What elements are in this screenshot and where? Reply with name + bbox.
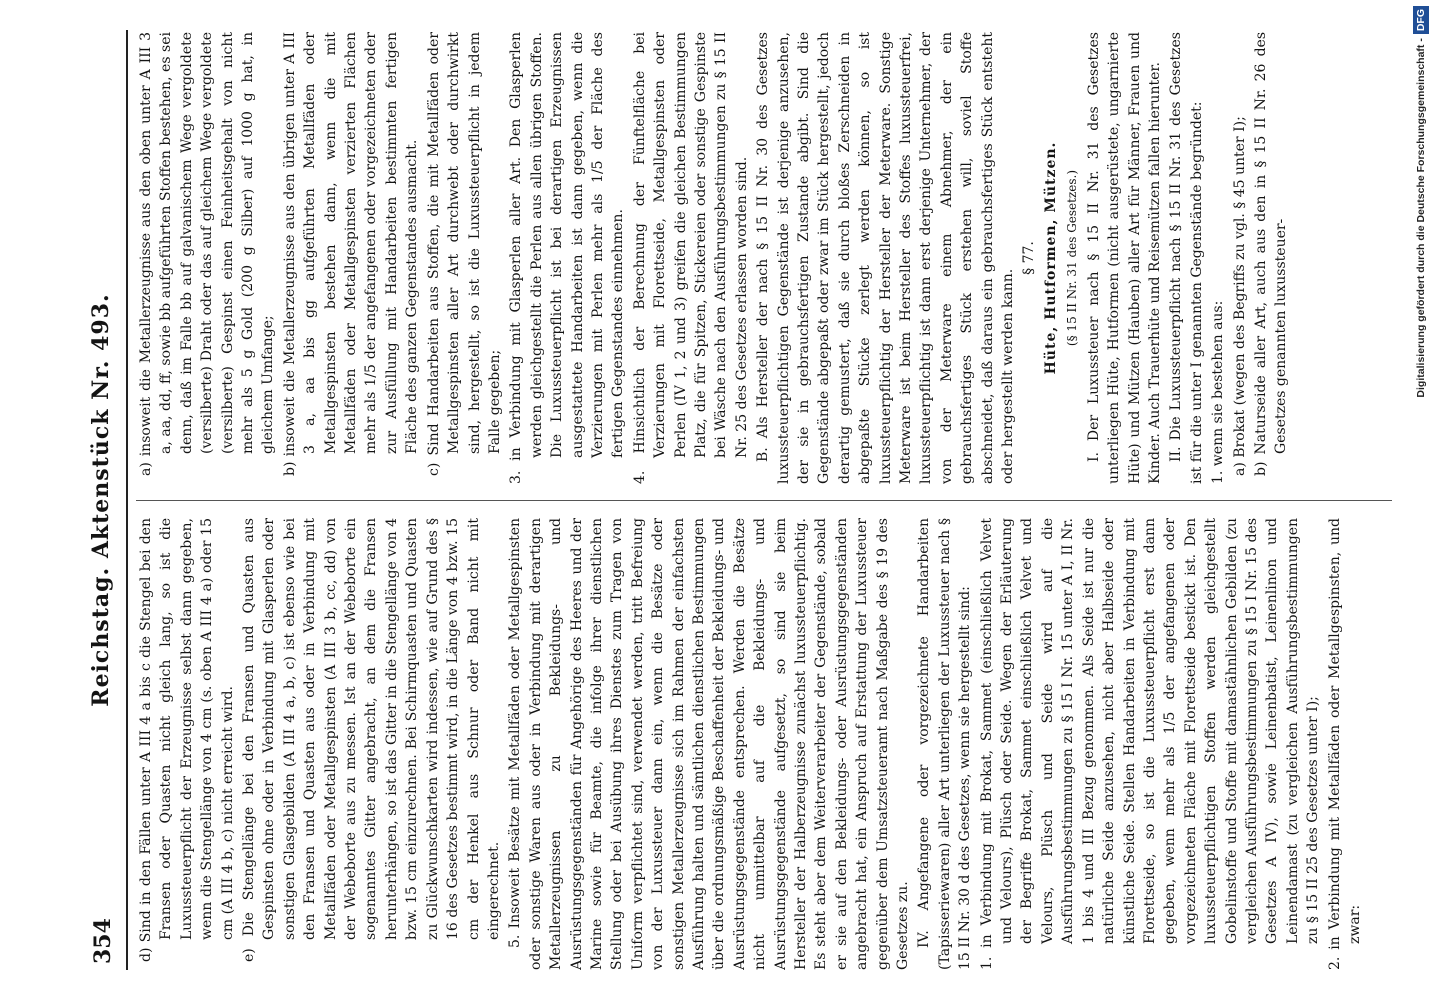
paragraph-iv: IV. Angefangene oder vorgezeichnete Handarbeiten (Tapisseriewaren) aller Art unterliegen der Luxussteuer nach § 15 II Nr. 30 d des Gesetzes, wenn sie hergestellt sind: xyxy=(916,518,974,970)
section-title: Hüte, Hutformen, Mützen. xyxy=(1042,141,1059,375)
paragraph-e: e) Die Stengellänge bei den Fransen und Quasten aus Gespinsten ohne oder in Verbindung mit Glasperlen oder sonstigen Glasgebilden (A III 4 a, b, c) ist ebenso wie bei den Fransen und Quasten aus oder in Verbindung mit Metallfäden oder Metallgespinsten (A III 3 b, cc, dd) von der Webeborte aus zu messen. Ist an der Webeborte ein sogenanntes Gitter angebracht, an dem die Fransen herunterhängen, so ist das Gitter in die Stengellänge von 4 bzw. 15 cm einzurechnen. Bei Schirmquasten und Quasten zu Glückwunschkarten wird indessen, wie auf Grund des § 16 des Gesetzes bestimmt wird, in die Länge von 4 bzw. 15 cm der Henkel aus Schnur oder Band nicht mit eingerechnet. xyxy=(241,518,502,962)
digitization-credit xyxy=(1413,6,1429,706)
paragraph-b: b) insoweit die Metallerzeugnisse aus den übrigen unter A III 3 a, aa bis gg aufgeführten Metallfäden oder Metallgespinsten bestehen dann, wenn die mit Metallfäden oder Metallgespinsten verzierten Flächen mehr als 1/5 der angefangenen oder vorgezeichneten oder zur Ausfüllung mit Handarbeiten bestimmten fertigen Fläche des ganzen Gegenstandes ausmacht. xyxy=(281,32,421,476)
credit-text: Digitalisierung gefördert durch die Deutsche Forschungsgemeinschaft - xyxy=(1415,38,1427,398)
list-item-3: 3. in Verbindung mit Glasperlen aller Art. Den Glasperlen werden gleichgestellt die Perlen aus allen übrigen Stoffen. Die Luxussteuerpflicht ist bei derartigen Erzeugnissen ausgestattete Handarbeiten ist dann gegeben, wenn die Verzierungen mit Perlen mehr als 1/5 der Fläche des fertigen Gegenstandes einnehmen. xyxy=(508,32,627,484)
paragraph-d: d) Sind in den Fällen unter A III 4 a bis c die Stengel bei den Fransen oder Quasten nicht gleich lang, so ist die Luxussteuerpflicht der Erzeugnisse selbst dann gegeben, wenn die Stengellänge von 4 cm (s. oben A III 4 a) oder 15 cm (A III 4 b, c) nicht erreicht wird. xyxy=(138,518,236,962)
list-item-ii-1: 1. wenn sie bestehen aus: xyxy=(1210,300,1227,484)
text-columns xyxy=(136,30,1392,970)
paragraph-i: I. Der Luxussteuer nach § 15 II Nr. 31 des Gesetzes unterliegen Hüte, Hutformen (nicht ausgerüstete, ungarnierte Hüte) und Mützen (Hauben) aller Art für Männer, Frauen und Kinder. Auch Trauerhüte und Reisemützen fallen hierunter. xyxy=(1085,32,1163,484)
dfg-logo: DFG xyxy=(1413,6,1429,34)
list-item-1: 1. in Verbindung mit Brokat, Sammet (einschließlich Velvet und Velours), Plüsch oder Seide. Wegen der Erläuterung der Begriffe Brokat, Sammet einschließlich Velvet und Velours, Plüsch und Seide wird auf die Ausführungsbestimmungen zu § 15 I Nr. 15 unter A I, II Nr. 1 bis 4 und III Bezug genommen. Als Seide ist nur die natürliche Seide anzusehen, nicht aber Halbseide oder künstliche Seide. Stellen Handarbeiten in Verbindung mit Florettseide, so ist die Luxussteuerpflicht erst dann gegeben, wenn mehr als 1/5 der angefangenen oder vorgezeichneten Fläche mit Florettseide bestickt ist. Den luxussteuerpflichtigen Stoffen werden gleichgestellt Gobelinstoffe und Stoffe mit damastähnlichen Gebilden (zu vergleichen Ausführungsbestimmungen zu § 15 I Nr. 15 des Gesetzes A IV), sowie Leinenbatist, Leinenlinon und Leinendamast (zu vergleichen Ausführungsbestimmungen zu § 15 II 25 des Gesetzes unter I); xyxy=(978,518,1322,970)
running-title: Reichstag. Aktenstück Nr. 493. xyxy=(88,293,114,707)
paragraph-5: 5. Insoweit Besätze mit Metallfäden oder Metallgespinsten oder sonstige Waren aus oder in Verbindung mit derartigen Metallerzeugnissen zu Bekleidungs- und Ausrüstungsgegenständen für Angehörige des Heeres und der Marine sowie für Beamte, die infolge ihrer dienstlichen Stellung oder bei Ausübung ihres Dienstes zum Tragen von Uniform verpflichtet sind, verwendet werden, tritt Befreiung von der Luxussteuer dann ein, wenn die Besätze oder sonstigen Metallerzeugnisse sich im Rahmen der einfachsten Ausführung halten und sämtlichen dienstlichen Bestimmungen über die ordnungsmäßige Beschaffenheit der Bekleidungs- und Ausrüstungsgegenstände entsprechen. Werden die Besätze nicht unmittelbar auf die Bekleidungs- und Ausrüstungsgegenstände aufgesetzt, so sind sie beim Hersteller der Halberzeugnisse zunächst luxussteuerpflichtig. Es steht aber dem Weiterverarbeiter der Gegenstände, sobald er sie auf den Bekleidungs- oder Ausrüstungsgegenständen angebracht hat, ein Anspruch auf Erstattung der Luxussteuer gegenüber dem Umsatzsteueramt nach Maßgabe des § 19 des Gesetzes zu. xyxy=(507,518,912,970)
paragraph-ii: II. Die Luxussteuerpflicht nach § 15 II Nr. 31 des Gesetzes ist für die unter I genannten Gegenstände begründet: xyxy=(1168,32,1205,484)
list-item-4: 4. Hinsichtlich der Berechnung der Fünftelfläche bei Verzierungen mit Florettseide, Metallgespinsten oder Perlen (IV 1, 2 und 3) greifen die gleichen Bestimmungen Platz, die für Spitzen, Stickereien oder sonstige Gespinste bei Wäsche nach den Ausführungsbestimmungen zu § 15 II Nr. 25 des Gesetzes erlassen worden sind. xyxy=(631,32,750,484)
left-column xyxy=(136,518,1392,970)
section-number: § 77. xyxy=(1021,241,1038,275)
paragraph-a: a) insoweit die Metallerzeugnisse aus den oben unter A III 3 a, aa, dd, ff, sowie bb aufgeführten Stoffen bestehen, es sei denn, daß im Falle bb auf galvanischem Wege vergoldete (versilberte) Draht oder das auf gleichem Wege vergoldete (versilberte) Gespinst einen Feinheitsgehalt von nicht mehr als 5 g Gold (200 g Silber) auf 1000 g hat, in gleichem Umfange; xyxy=(138,32,277,476)
page-header xyxy=(80,30,128,970)
list-item-ii-1b: b) Naturseide aller Art, auch aus den in § 15 II Nr. 26 des Gesetzes genannten luxussteuer- xyxy=(1252,32,1290,476)
column-divider xyxy=(136,500,1392,501)
list-item-2: 2. in Verbindung mit Metallfäden oder Metallgespinsten, und zwar: xyxy=(1326,518,1363,970)
paragraph-b-hersteller: B. Als Hersteller der nach § 15 II Nr. 30 des Gesetzes luxussteuerpflichtigen Gegenstände ist derjenige anzusehen, der sie in gebrauchsfertigen Zustande abgibt. Sind die Gegenstände abgepaßt oder zwar im Stück hergestellt, jedoch derartig gemustert, daß sie durch bloßes Zerschneiden in abgepaßte Stücke zerlegt werden können, so ist luxussteuerpflichtig der Hersteller der Meterware. Sonstige Meterware ist beim Hersteller des Stoffes luxussteuerfrei, luxussteuerpflichtig ist dann erst derjenige Unternehmer, der von der Meterware einem Abnehmer, der ein gebrauchsfertiges Stück erstehen will, soviel Stoffe abschneidet, daß daraus ein gebrauchsfertiges Stück entsteht oder hergestellt werden kann. xyxy=(755,32,1017,484)
document-page xyxy=(80,30,1400,970)
section-reference: (§ 15 II Nr. 31 des Gesetzes.) xyxy=(1065,169,1080,347)
right-column xyxy=(136,32,1392,484)
list-item-ii-1a: a) Brokat (wegen des Begriffs zu vgl. § 45 unter I); xyxy=(1231,116,1248,476)
paragraph-c: c) Sind Handarbeiten aus Stoffen, die mit Metallfäden oder Metallgespinsten aller Art durchwebt oder durchwirkt sind, hergestellt, so ist die Luxussteuerpflicht in jedem Falle gegeben; xyxy=(425,32,503,476)
page-number: 354 xyxy=(90,918,116,964)
